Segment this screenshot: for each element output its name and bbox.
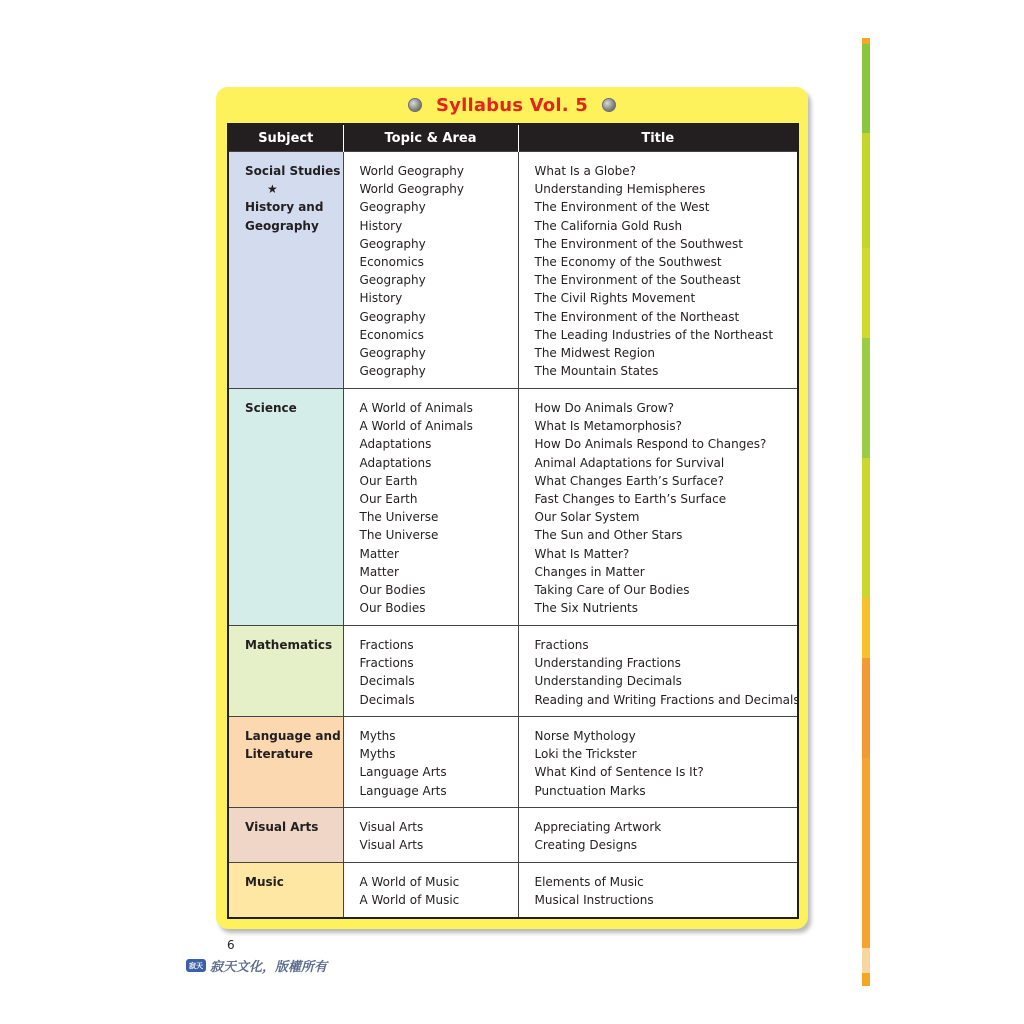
topic-item: Our Bodies xyxy=(359,583,426,598)
topic-item: World Geography xyxy=(359,164,464,178)
topic-cell xyxy=(343,717,518,808)
title-item: Fractions xyxy=(534,638,589,652)
title-item: The Mountain States xyxy=(534,364,659,379)
title-item: The Environment of the Southeast xyxy=(534,273,741,288)
table-row xyxy=(228,152,798,389)
topic-item: Geography xyxy=(359,273,426,288)
topic-item: A World of Animals xyxy=(359,401,473,415)
column-header-subject: Subject xyxy=(228,124,343,152)
topic-item: Geography xyxy=(359,309,426,324)
topic-item: Adaptations xyxy=(359,455,432,470)
title-item: Understanding Decimals xyxy=(534,674,682,689)
title-item: Changes in Matter xyxy=(534,564,645,579)
title-item: Norse Mythology xyxy=(534,729,636,743)
subject-label: Language and xyxy=(245,729,341,743)
publisher-credit xyxy=(186,956,327,975)
title-item: What Kind of Sentence Is It? xyxy=(534,765,704,780)
title-item: The California Gold Rush xyxy=(534,218,683,233)
subject-cell xyxy=(228,863,343,918)
title-item: What Is Metamorphosis? xyxy=(534,419,682,434)
title-item: What Changes Earth’s Surface? xyxy=(534,473,724,488)
title-cell xyxy=(518,626,798,717)
title-item: The Environment of the Southwest xyxy=(534,236,743,251)
table-row xyxy=(228,717,798,808)
topic-item: Fractions xyxy=(359,656,414,671)
topic-item: Matter xyxy=(359,546,399,561)
topic-item: History xyxy=(359,218,403,233)
title-item: Understanding Fractions xyxy=(534,656,681,671)
title-item: The Economy of the Southwest xyxy=(534,255,722,270)
topic-item: The Universe xyxy=(359,528,439,543)
title-item: Taking Care of Our Bodies xyxy=(534,583,690,598)
title-cell xyxy=(518,389,798,626)
topic-item: Myths xyxy=(359,747,396,762)
topic-cell xyxy=(343,626,518,717)
title-item: The Civil Rights Movement xyxy=(534,291,696,306)
topic-item: The Universe xyxy=(359,510,439,525)
table-header-row xyxy=(228,124,798,152)
title-item: Fast Changes to Earth’s Surface xyxy=(534,492,727,507)
table-row xyxy=(228,808,798,863)
subject-label: Geography xyxy=(245,218,319,233)
title-cell xyxy=(518,717,798,808)
title-item: The Six Nutrients xyxy=(534,601,638,616)
topic-item: Adaptations xyxy=(359,437,432,452)
table-row xyxy=(228,863,798,918)
topic-item: Visual Arts xyxy=(359,820,424,834)
subject-label: Social Studies xyxy=(245,164,341,178)
subject-label: Visual Arts xyxy=(245,820,319,834)
topic-item: Matter xyxy=(359,564,399,579)
topic-item: Decimals xyxy=(359,674,415,689)
title-item: How Do Animals Respond to Changes? xyxy=(534,437,767,452)
topic-item: A World of Music xyxy=(359,893,460,908)
subject-label: ★ xyxy=(267,182,278,197)
topic-item: Language Arts xyxy=(359,765,447,780)
grommet-right-icon xyxy=(602,98,616,112)
title-item: The Sun and Other Stars xyxy=(534,528,683,543)
title-item: Punctuation Marks xyxy=(534,783,646,798)
topic-item: Geography xyxy=(359,200,426,215)
topic-item: Economics xyxy=(359,327,424,342)
topic-item: A World of Animals xyxy=(359,419,473,434)
page-title: Syllabus Vol. 5 xyxy=(436,94,588,116)
title-item: Musical Instructions xyxy=(534,893,654,908)
table-row xyxy=(228,626,798,717)
column-header-title: Title xyxy=(518,124,798,152)
title-item: The Leading Industries of the Northeast xyxy=(534,327,774,342)
title-item: The Environment of the West xyxy=(534,200,710,215)
topic-cell xyxy=(343,152,518,389)
grommet-left-icon xyxy=(408,98,422,112)
topic-item: Geography xyxy=(359,364,426,379)
title-item: Animal Adaptations for Survival xyxy=(534,455,725,470)
topic-item: Language Arts xyxy=(359,783,447,798)
title-cell xyxy=(518,808,798,863)
title-item: Understanding Hemispheres xyxy=(534,182,706,197)
column-header-topic: Topic & Area xyxy=(343,124,518,152)
subject-cell xyxy=(228,808,343,863)
title-item: What Is a Globe? xyxy=(534,164,636,178)
topic-item: Decimals xyxy=(359,692,415,707)
publisher-name: 寂天文化，版權所有 xyxy=(210,960,328,975)
topic-item: Economics xyxy=(359,255,424,270)
subject-label: Literature xyxy=(245,747,313,762)
page-number: 6 xyxy=(227,938,235,952)
topic-item: World Geography xyxy=(359,182,464,197)
subject-label: History and xyxy=(245,200,324,215)
topic-item: A World of Music xyxy=(359,875,460,889)
subject-label: Science xyxy=(245,401,297,415)
topic-cell xyxy=(343,389,518,626)
topic-item: Geography xyxy=(359,236,426,251)
topic-item: History xyxy=(359,291,403,306)
topic-cell xyxy=(343,863,518,918)
title-item: Appreciating Artwork xyxy=(534,820,662,834)
title-bar xyxy=(216,87,808,123)
publisher-logo: 寂天 xyxy=(186,959,206,972)
subject-label: Music xyxy=(245,875,284,889)
title-cell xyxy=(518,152,798,389)
topic-item: Myths xyxy=(359,729,396,743)
title-item: Reading and Writing Fractions and Decimals xyxy=(534,692,800,707)
color-tab-strip xyxy=(862,38,870,986)
title-cell xyxy=(518,863,798,918)
topic-item: Fractions xyxy=(359,638,414,652)
topic-item: Visual Arts xyxy=(359,838,424,853)
table-row xyxy=(228,389,798,626)
subject-cell xyxy=(228,717,343,808)
title-item: The Midwest Region xyxy=(534,346,655,361)
title-item: What Is Matter? xyxy=(534,546,630,561)
title-item: The Environment of the Northeast xyxy=(534,309,740,324)
syllabus-board xyxy=(216,87,808,929)
subject-cell xyxy=(228,626,343,717)
topic-cell xyxy=(343,808,518,863)
topic-item: Geography xyxy=(359,346,426,361)
topic-item: Our Earth xyxy=(359,473,418,488)
subject-cell xyxy=(228,389,343,626)
title-item: How Do Animals Grow? xyxy=(534,401,674,415)
topic-item: Our Bodies xyxy=(359,601,426,616)
title-item: Loki the Trickster xyxy=(534,747,637,762)
subject-label: Mathematics xyxy=(245,638,333,652)
subject-cell xyxy=(228,152,343,389)
topic-item: Our Earth xyxy=(359,492,418,507)
title-item: Our Solar System xyxy=(534,510,640,525)
title-item: Creating Designs xyxy=(534,838,638,853)
title-item: Elements of Music xyxy=(534,875,644,889)
syllabus-table xyxy=(227,123,799,919)
